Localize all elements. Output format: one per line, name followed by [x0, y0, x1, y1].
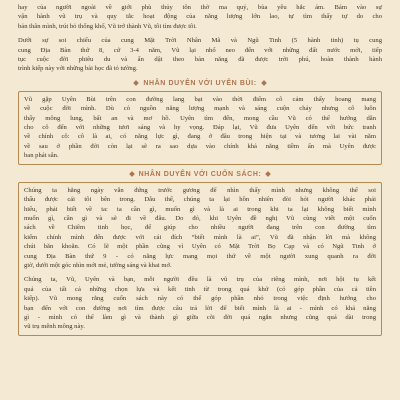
section-heading-uyen-bui: NHÂN DUYÊN VỚI UYÊN BÙI:	[18, 80, 382, 87]
text-line: thấu được cái tôi bên trong. Dẫu thế, chúng ta lại hồn nhiên đòi hỏi người khác phải	[24, 196, 376, 204]
text-line: về cuộc đời mình. Dù có nguồn năng lượng mạnh và sáng cuộn chảy nhưng cô luôn	[24, 105, 376, 113]
text-line: về chính cô: cô là ai, có năng lực gì, đang ở đâu trong hiện tại và tương lai vài năm	[24, 133, 376, 141]
diamond-ornament-icon	[261, 80, 267, 86]
text-line: Dưới sự soi chiếu của cung Mặt Trời Nhân Mã và Ngũ Tinh (5 hành tinh) tụ cung	[18, 37, 382, 45]
text-line: bạn đến với con đường nơi tìm được câu trả lời để biết mình là ai - mình có khả năng	[24, 304, 376, 312]
text-line: thấy mông lung, bất an và mơ hồ. Uyên tìm đến, mong cầu Vũ có thể hướng dẫn	[24, 114, 376, 122]
intro-paragraph-1	[18, 3, 382, 31]
text-line: ban phát sẵn.	[24, 152, 59, 160]
section-paragraph	[24, 186, 376, 271]
text-line: kiếp). Vũ mong rằng cuốn sách này có thể góp phần nhỏ trong việc định hướng cho	[24, 295, 376, 303]
section-heading-cuon-sach: NHÂN DUYÊN VỚI CUỐN SÁCH:	[18, 171, 382, 178]
intro-paragraph-2	[18, 36, 382, 74]
text-line: Chúng ta, Vũ, Uyên và bạn, mỗi người đều là vũ trụ của riêng mình, nơi hội tụ kết	[24, 276, 376, 284]
text-line: chút băn khoăn. Có lẽ một phần cũng vì Uyên có Mặt Trời Bọ Cạp và có Ngũ Tinh ở	[24, 243, 376, 251]
text-line: cung Địa Bàn thứ 8, cứ 3-4 năm, Vũ lại nhổ neo đến với những đất nước mới, tiếp	[18, 46, 382, 54]
diamond-ornament-icon	[133, 80, 139, 86]
diamond-ornament-icon	[266, 171, 272, 177]
text-line: sách về Chiêm tinh học, để giúp cho nhiều người đang trên con đường tìm	[24, 224, 376, 232]
section-paragraph	[24, 95, 376, 161]
text-line: Vũ gặp Uyên Bùi trên con đường lang bạt vào thời điểm cô cảm thấy hoang mang	[24, 95, 376, 103]
text-line: hiểu, phải biết về ta: ta cần gì, muốn gì và là ai trong khi ta lại không biết mình	[24, 205, 376, 213]
text-line: muốn gì, cần gì và sẽ đi về đâu. Do đó, khi Uyên đề nghị Vũ cùng viết một cuốn	[24, 214, 376, 222]
text-line: kiếm chính mình đến được với cái đích “biết mình là ai”, Vũ đã nhận lời mà không	[24, 233, 376, 241]
text-line: Chúng ta hằng ngày vẫn đứng trước gương để nhìn thấy mình nhưng không thể soi	[24, 186, 376, 194]
text-line: vũ trụ mênh mông này.	[24, 323, 85, 331]
text-line: bản thân mình, trút bỏ thống khổ, Vũ trở thành Vũ, tôi tìm được tôi.	[18, 22, 197, 30]
text-line: về sau ở phần đời còn lại sẽ ra sao dựa vào chính khả năng tiềm ẩn mà Uyên được	[24, 142, 376, 150]
text-line: giờ, dưới một góc nhìn mới mẻ, tường sáng và khai mở.	[24, 261, 172, 269]
diamond-ornament-icon	[129, 171, 135, 177]
section-paragraph	[24, 275, 376, 331]
text-line: quả của tất cả những chọn lựa và kết tinh từ trong quá khứ (có góp phần của cả tiền	[24, 285, 376, 293]
text-line: cho cô đến với những tươi sáng và hy vọng. Đáp lại, Vũ đưa Uyên đến với bức tranh	[24, 124, 376, 132]
text-line: vận hành vũ trụ và quy tắc hoạt động của năng lượng lớn lao, tự tìm thấy tự do cho	[18, 13, 382, 21]
text-line: tục cuộc đời phiêu du và ẩn dật theo bản năng đã được trời phú, hoàn thành hành	[18, 56, 382, 64]
text-line: cung Địa Bàn thứ 9 - có năng lực mang mọi thứ về một người xung quanh ra đời	[24, 252, 376, 260]
text-line: trình kiếp này với những bài học đã tỏ tường.	[18, 65, 138, 73]
section-box-cuon-sach	[18, 182, 382, 336]
section-box-uyen-bui	[18, 91, 382, 165]
text-line: gì - mình có thể làm gì và thành gì giữa cõi đời quá ngắn nhưng cũng quá dài trong	[24, 313, 376, 321]
text-line: hay của người ngoài về giới phù thủy tôn thờ ma quỷ, bùa yêu hắc ám. Bám vào sự	[18, 4, 382, 11]
